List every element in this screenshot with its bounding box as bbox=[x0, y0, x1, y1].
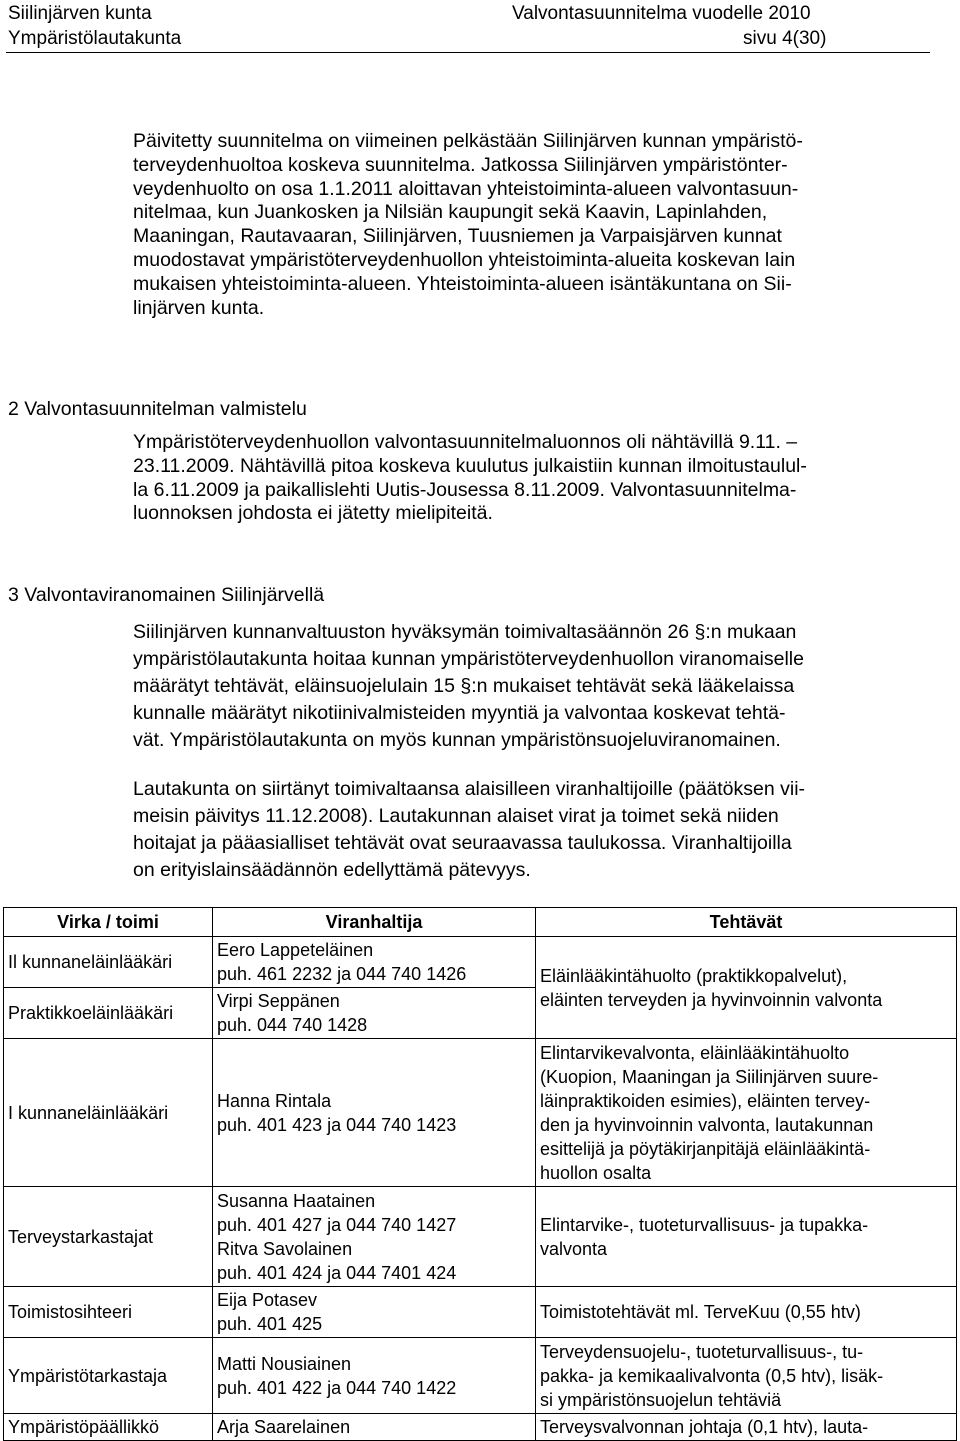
tasks-cell: Terveysvalvonnan johtaja (0,1 htv), lauta- bbox=[536, 1414, 957, 1441]
header-department: Ympäristölautakunta bbox=[8, 28, 182, 49]
column-header-tasks: Tehtävät bbox=[536, 908, 957, 937]
section-3-paragraph-2: Lautakunta on siirtänyt toimivaltaansa alaisilleen viranhaltijoille (päätöksen vii- meisin päivitys 11.12.2008). Lautakunnan alaiset virat ja toimet sekä niiden hoitajat ja pääasialliset tehtävät ovat seuraavassa taulukossa. Viranhaltijoilla on erityislainsäädännön edellyttämä pätevyys. bbox=[133, 778, 806, 881]
table-row bbox=[4, 1187, 957, 1287]
intro-paragraph-block bbox=[133, 130, 933, 320]
holder-cell: Arja Saarelainen bbox=[213, 1414, 536, 1441]
column-header-holder: Viranhaltija bbox=[213, 908, 536, 937]
intro-paragraph: Päivitetty suunnitelma on viimeinen pelkästään Siilinjärven kunnan ympäristö- terveydenhuoltoa koskeva suunnitelma. Jatkossa Siilinjärven ympäristönter- veydenhuolto on osa 1.1.2011 aloittavan yhteistoiminta-alueen valvontasuun- nitelmaa, kun Juankosken ja Nilsiän kaupungit sekä Kaavin, Lapinlahden, Maaningan, Rautavaaran, Siilinjärven, Tuusniemen ja Varpaisjärven kunnat muodostavat ympäristöterveydenhuollon yhteistoiminta-alueita koskevan lain mukaisen yhteistoiminta-alueen. Yhteistoiminta-alueen isäntäkuntana on Sii- linjärven kunta. bbox=[133, 130, 803, 319]
holder-cell: Matti Nousiainen puh. 401 422 ja 044 740 1422 bbox=[213, 1338, 536, 1414]
section-3-heading: 3 Valvontaviranomainen Siilinjärvellä bbox=[8, 584, 325, 606]
holder-cell: Eero Lappeteläinen puh. 461 2232 ja 044 740 1426 bbox=[213, 937, 536, 988]
role-cell: Ympäristöpäällikkö bbox=[4, 1414, 213, 1441]
section-3-body bbox=[133, 619, 933, 884]
holder-cell: Susanna Haatainen puh. 401 427 ja 044 740 1427 Ritva Savolainen puh. 401 424 ja 044 7401 424 bbox=[213, 1187, 536, 1287]
section-2-paragraph: Ympäristöterveydenhuollon valvontasuunnitelmaluonnos oli nähtävillä 9.11. – 23.11.2009. Nähtävillä pitoa koskeva kuulutus julkaistiin kunnan ilmoitustaulul- la 6.11.2009 ja paikallislehti Uutis-Jousessa 8.11.2009. Valvontasuunnitelma- luonnoksen johdosta ei jätetty mielipiteitä. bbox=[133, 431, 807, 525]
table-row bbox=[4, 1338, 957, 1414]
section-2-body bbox=[133, 431, 933, 526]
column-header-role: Virka / toimi bbox=[4, 908, 213, 937]
header-divider bbox=[6, 52, 930, 53]
role-cell: Ympäristötarkastaja bbox=[4, 1338, 213, 1414]
section-3-paragraph-1: Siilinjärven kunnanvaltuuston hyväksymän toimivaltasäännön 26 §:n mukaan ympäristölautakunta hoitaa kunnan ympäristöterveydenhuollon viranomaiselle määrätyt tehtävät, eläinsuojelulain 15 §:n mukaiset tehtävät sekä lääkelaissa kunnalle määrätyt nikotiinivalmisteiden myyntiä ja valvontaa koskevat tehtä- vät. Ympäristölautakunta on myös kunnan ympäristönsuojeluviranomainen. bbox=[133, 621, 804, 751]
holder-cell: Eija Potasev puh. 401 425 bbox=[213, 1287, 536, 1338]
header-document-title: Valvontasuunnitelma vuodelle 2010 bbox=[512, 3, 811, 24]
tasks-cell: Terveydensuojelu-, tuoteturvallisuus-, tu- pakka- ja kemikaalivalvonta (0,5 htv), lisäk- si ympäristönsuojelun tehtäviä bbox=[536, 1338, 957, 1414]
role-cell: Terveystarkastajat bbox=[4, 1187, 213, 1287]
role-cell: Il kunnaneläinlääkäri bbox=[4, 937, 213, 988]
header-page-number: sivu 4(30) bbox=[743, 28, 827, 49]
header-municipality: Siilinjärven kunta bbox=[8, 3, 152, 24]
holder-cell: Virpi Seppänen puh. 044 740 1428 bbox=[213, 988, 536, 1039]
tasks-cell: Elintarvike-, tuoteturvallisuus- ja tupakka- valvonta bbox=[536, 1187, 957, 1287]
role-cell: Praktikkoeläinlääkäri bbox=[4, 988, 213, 1039]
table-row bbox=[4, 937, 957, 988]
section-2-heading: 2 Valvontasuunnitelman valmistelu bbox=[8, 398, 307, 420]
role-cell: I kunnaneläinlääkäri bbox=[4, 1039, 213, 1187]
staff-table bbox=[3, 907, 957, 1441]
role-cell: Toimistosihteeri bbox=[4, 1287, 213, 1338]
holder-cell: Hanna Rintala puh. 401 423 ja 044 740 1423 bbox=[213, 1039, 536, 1187]
tasks-cell: Toimistotehtävät ml. TerveKuu (0,55 htv) bbox=[536, 1287, 957, 1338]
tasks-cell: Elintarvikevalvonta, eläinlääkintähuolto (Kuopion, Maaningan ja Siilinjärven suure- läinpraktikoiden esimies), eläinten tervey- den ja hyvinvoinnin valvonta, lautakunnan esittelijä ja pöytäkirjanpitäjä eläinlääkintä- huollon osalta bbox=[536, 1039, 957, 1187]
table-row bbox=[4, 1414, 957, 1441]
table-row bbox=[4, 1039, 957, 1187]
table-header-row bbox=[4, 908, 957, 937]
tasks-cell: Eläinlääkintähuolto (praktikkopalvelut), eläinten terveyden ja hyvinvoinnin valvonta bbox=[536, 937, 957, 1039]
table-row bbox=[4, 1287, 957, 1338]
